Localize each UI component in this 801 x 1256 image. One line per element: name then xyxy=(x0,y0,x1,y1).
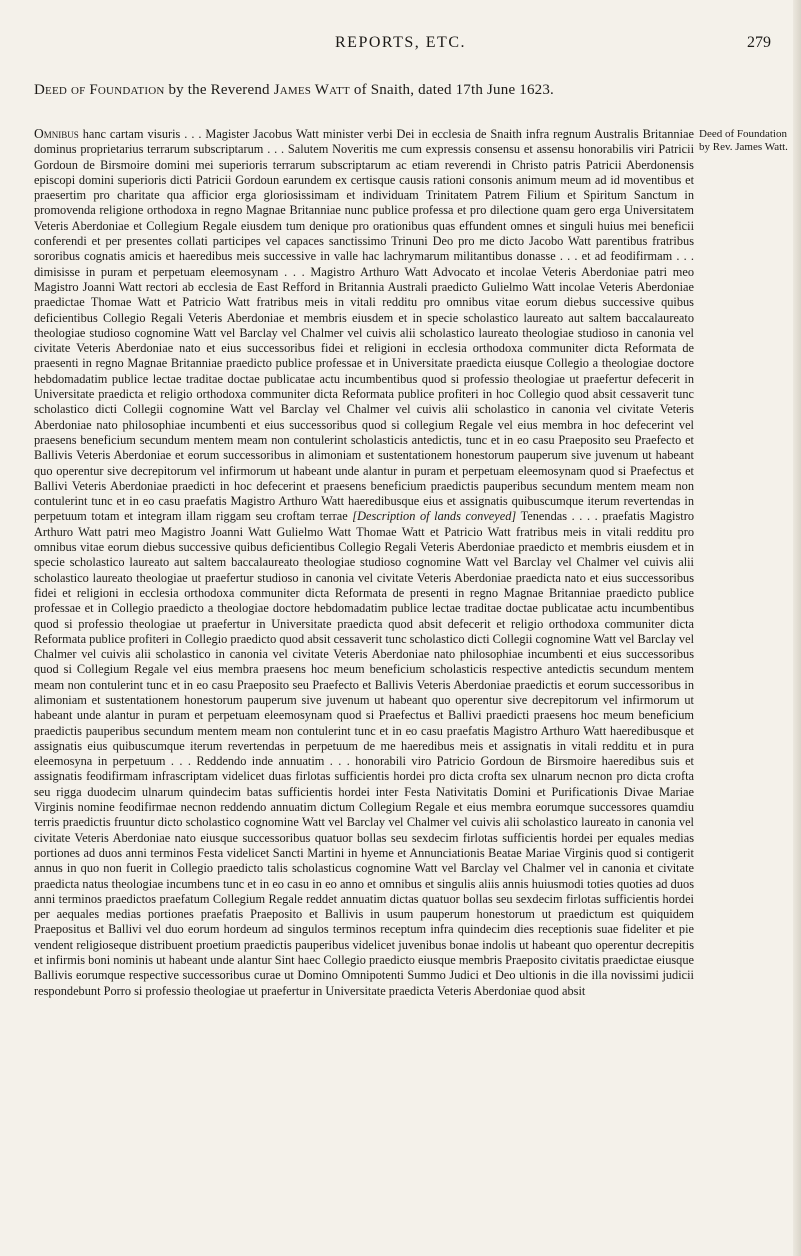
body-text-part-1: hanc cartam visuris . . . Magister Jacobus Watt minister verbi Dei in ecclesia de Snaith infra regnum Australis Britanniae dominus proprietarius terrarum subscriptarum . . . Salutem Noveritis me cum expressis consensu et assensu honorabilis viri Patricii Gordoun de Birsmoire domini mei superioris terrarum subscriptarum ac etiam reverendi in Christo patris Patricii Aberdonensis episcopi domini superioris dicti Patricii Gordoun earundem ex certisque causis rationi consonis animum meum ad id moventibus et praesertim pro charitate qua afficior erga gloriosissimam et individuam Trinitatem Patrem Filium et Spiritum Sanctum in promovenda religione orthodoxa in regno Magnae Britanniae nunc publice professa et pro dilectione quam gero erga Universitatem Veteris Aberdoniae et Collegium Regale eiusdem tum denique pro orationibus quas effundent omnes et singuli huius mei beneficii conferendi et per presentes collati participes vel capaces sanctissimo Trinuni Deo pro me dicto Jacobo Watt parentibus fratribus sororibus cognatis amicis et haeredibus meis successive in valle hac lachrymarum militantibus donasse . . . et ad feodifirmam . . . dimisisse in puram et perpetuam eleemosynam . . . Magistro Arthuro Watt Advocato et incolae Veteris Aberdoniae patri meo Magistro Joanni Watt rectori ab ecclesia de East Refford in Britannia Australi praedicto Gulielmo Watt incolae Veteris Aberdoniae praedictae Thomae Watt et Patricio Watt fratribus meis in vitali redditu pro omnibus vitae eorum diebus successive quibus deficientibus Collegio Regali Veteris Aberdoniae et membris eiusdem et in specie scholastico laureato aut saltem baccalaureato theologiae studioso cognomine Watt vel Barclay vel Chalmer vel cuivis alii scholastico laureato theologiae studioso in canonia vel civitate Veteris Aberdoniae nato et eius successoribus fidei et religioni in ecclesia orthodoxa communiter dicta Reformata de praesenti in regno Magnae Britanniae praedicto publice professae et in Universitate praedicta eiusque Collegio a theologiae doctore hebdomadatim publice lectae traditae doctae publicatae actu incumbentibus quod si professio theologiae ut praefertur defecerit in Universitate praedicta et religio orthodoxa communiter dicta Reformata publice profiteri in hoc Collegio quod absit cessaverit tunc scholastico dicti Collegii cognomine Watt vel Barclay vel Chalmer vel cuivis alii scholastico in canonia vel civitate Veteris Aberdoniae nato philosophiae incumbenti et eius successoribus quod si collegium Regale vel eius membra in hoc defecerint vel praesens beneficium secundum mentem meam non contulerint scholasticis antedictis, tunc et in eo casu Praeposito seu Praefecto et Ballivis Veteris Aberdoniae et eorum successoribus in alimoniam et sustentationem honestorum pauperum sive juvenum ut habeant quo operentur sive decrepitorum vel infirmorum ut habeant unde alantur in puram et perpetuam eleemosynam quod si Praefectus et Ballivi Veteris Aberdoniae praedicti in hoc defecerint et praesens beneficium praedictis pauperibus secundum mentem meam non contulerint tunc et in eo casu praefatis Magistro Arthuro Watt haeredibusque eius et assignatis quibuscumque iterum revertendas in perpetuum totam et integram illam riggam seu croftam terrae xyxy=(34,127,694,524)
page-number: 279 xyxy=(747,34,771,51)
section-title xyxy=(34,82,774,99)
title-suffix: of Snaith, dated 17th June 1623. xyxy=(353,82,555,98)
lands-description: [Description of lands conveyed] xyxy=(352,509,517,524)
title-middle: by the Reverend xyxy=(168,82,270,98)
running-head: REPORTS, ETC. xyxy=(335,34,466,51)
title-prefix: Deed of Foundation xyxy=(34,82,165,98)
page-edge xyxy=(793,0,801,1256)
first-word: Omnibus xyxy=(34,126,79,141)
body-paragraph xyxy=(34,126,694,999)
margin-note: Deed of Foundation by Rev. James Watt. xyxy=(699,128,788,153)
title-name: James Watt xyxy=(273,82,350,98)
body-text-part-2: Tenendas . . . . praefatis Magistro Arthuro Watt patri meo Magistro Joanni Watt Gulielmo Watt Thomae Watt et Patricio Watt fratribus meis in vitali redditu pro omnibus vitae eorum diebus successive quibus deficientibus Collegio Regali Veteris Aberdoniae praedicto et membris eiusdem et in specie scholastico laureato aut saltem baccalaureato theologiae studioso cognomine Watt vel Barclay vel Chalmer vel cuivis alii scholastico laureato theologiae ut praefertur studioso in canonia vel civitate Veteris Aberdoniae praedicta nato et eius successoribus fidei et religioni in ecclesia orthodoxa communiter dicta Reformata de presenti in regno Magnae Britanniae praedicto publice professae et in Collegio praedicto a theologiae doctore hebdomadatim publice lectae traditae doctae publicatae actu incumbentibus quod si professio theologiae ut praefertur in Universitate praedicta quod absit defecerit et religio orthodoxa communiter dicta Reformata publice profiteri in Collegio praedicto quod absit cessaverit tunc scholastico dicti Collegii cognomine Watt vel Barclay vel Chalmer vel cuivis alii scholastico in canonia vel civitate Veteris Aberdoniae nato philosophiae incumbenti et eius successoribus quod si Collegium Regale vel eius membra praesens hoc meum beneficium scholasticis respective antedictis secundum mentem meam non contulerint tunc et in eo casu Praeposito seu Praefecto et Ballivis Veteris Aberdoniae praedictis et eorum successoribus in alimoniam et sustentationem honestorum pauperum sive juvenum ut habeant quo operentur sive decrepitorum vel infirmorum ut habeant unde alantur in puram et perpetuam eleemosynam quod si Praefectus et Ballivi praedicti praesens hoc meum beneficium praedictis pauperibus secundum mentem meam non contulerint tunc et in eo casu praefatis Magistro Arthuro Watt haeredibusque et assignatis eius quibuscumque iterum revertendas in perpetuum de me haeredibus meis et assignatis in vitali redditu et in pura eleemosyna in perpetuum . . . Reddendo inde annuatim . . . honorabili viro Patricio Gordoun de Birsmoire haeredibus suis et assignatis feodifirmam infrascriptam videlicet duas firlotas sufficientis hordei pro dicta crofta sex ulnarum necnon pro dicta crofta seu rigga duodecim ulnarum quindecim batas sufficientis hordei inter Festa Nativitatis Domini et Purificationis Divae Mariae Virginis nomine feodifirmae necnon reddendo annuatim dictum Collegium Regale et eius membra eorumque successores quamdiu terris praedictis fruuntur dicto scholastico cognomine Watt vel Barclay vel Chalmer vel cuivis alii scholastico laureato in canonia vel civitate Veteris Aberdoniae nato eiusque successoribus quatuor bollas seu sexdecim firlotas sufficientis hordei per equales medias portiones ad duos anni terminos Festa videlicet Sancti Martini in hyeme et Annunciationis Beatae Mariae Virginis quod si contigerit annus in quo non fuerit in Collegio praedicto talis scholasticus cognomine Watt vel Barclay vel Chalmer vel in canonia et civitate praedicta natus theologiae incumbens tunc et in eo casu in eo anno et omnibus et singulis aliis annis huiusmodi toties quoties ad duos anni terminos praedictos praefatum Collegium Regale reddet annuatim dictas quatuor bollas seu sexdecim firlotas sufficientis hordei per aequales medias portiones praefatis Praeposito et Ballivis in usum pauperum honestorum ut praedictum est quiquidem Praepositus et Ballivi vel duo eorum hordeum ad singulos terminos receptum infra quindecim dies receptionis suae fideliter et pie vendent religioseque distribuent proetium praedictis pauperibus videlicet juvenibus bonae indolis ut habeant quo operentur decrepitis et infirmis boni nominis ut habeant unde alantur Sint haec Collegio praedicto eiusque membris Praeposito civitatis praedictae eiusque Ballivis eorumque respective successoribus curae ut Domino Omnipotenti Summo Judici et Deo ultionis in die illa novissimi judicii respondebunt Porro si professio theologiae ut praefertur in Universitate praedicta Veteris Aberdoniae quod absit xyxy=(34,509,695,998)
